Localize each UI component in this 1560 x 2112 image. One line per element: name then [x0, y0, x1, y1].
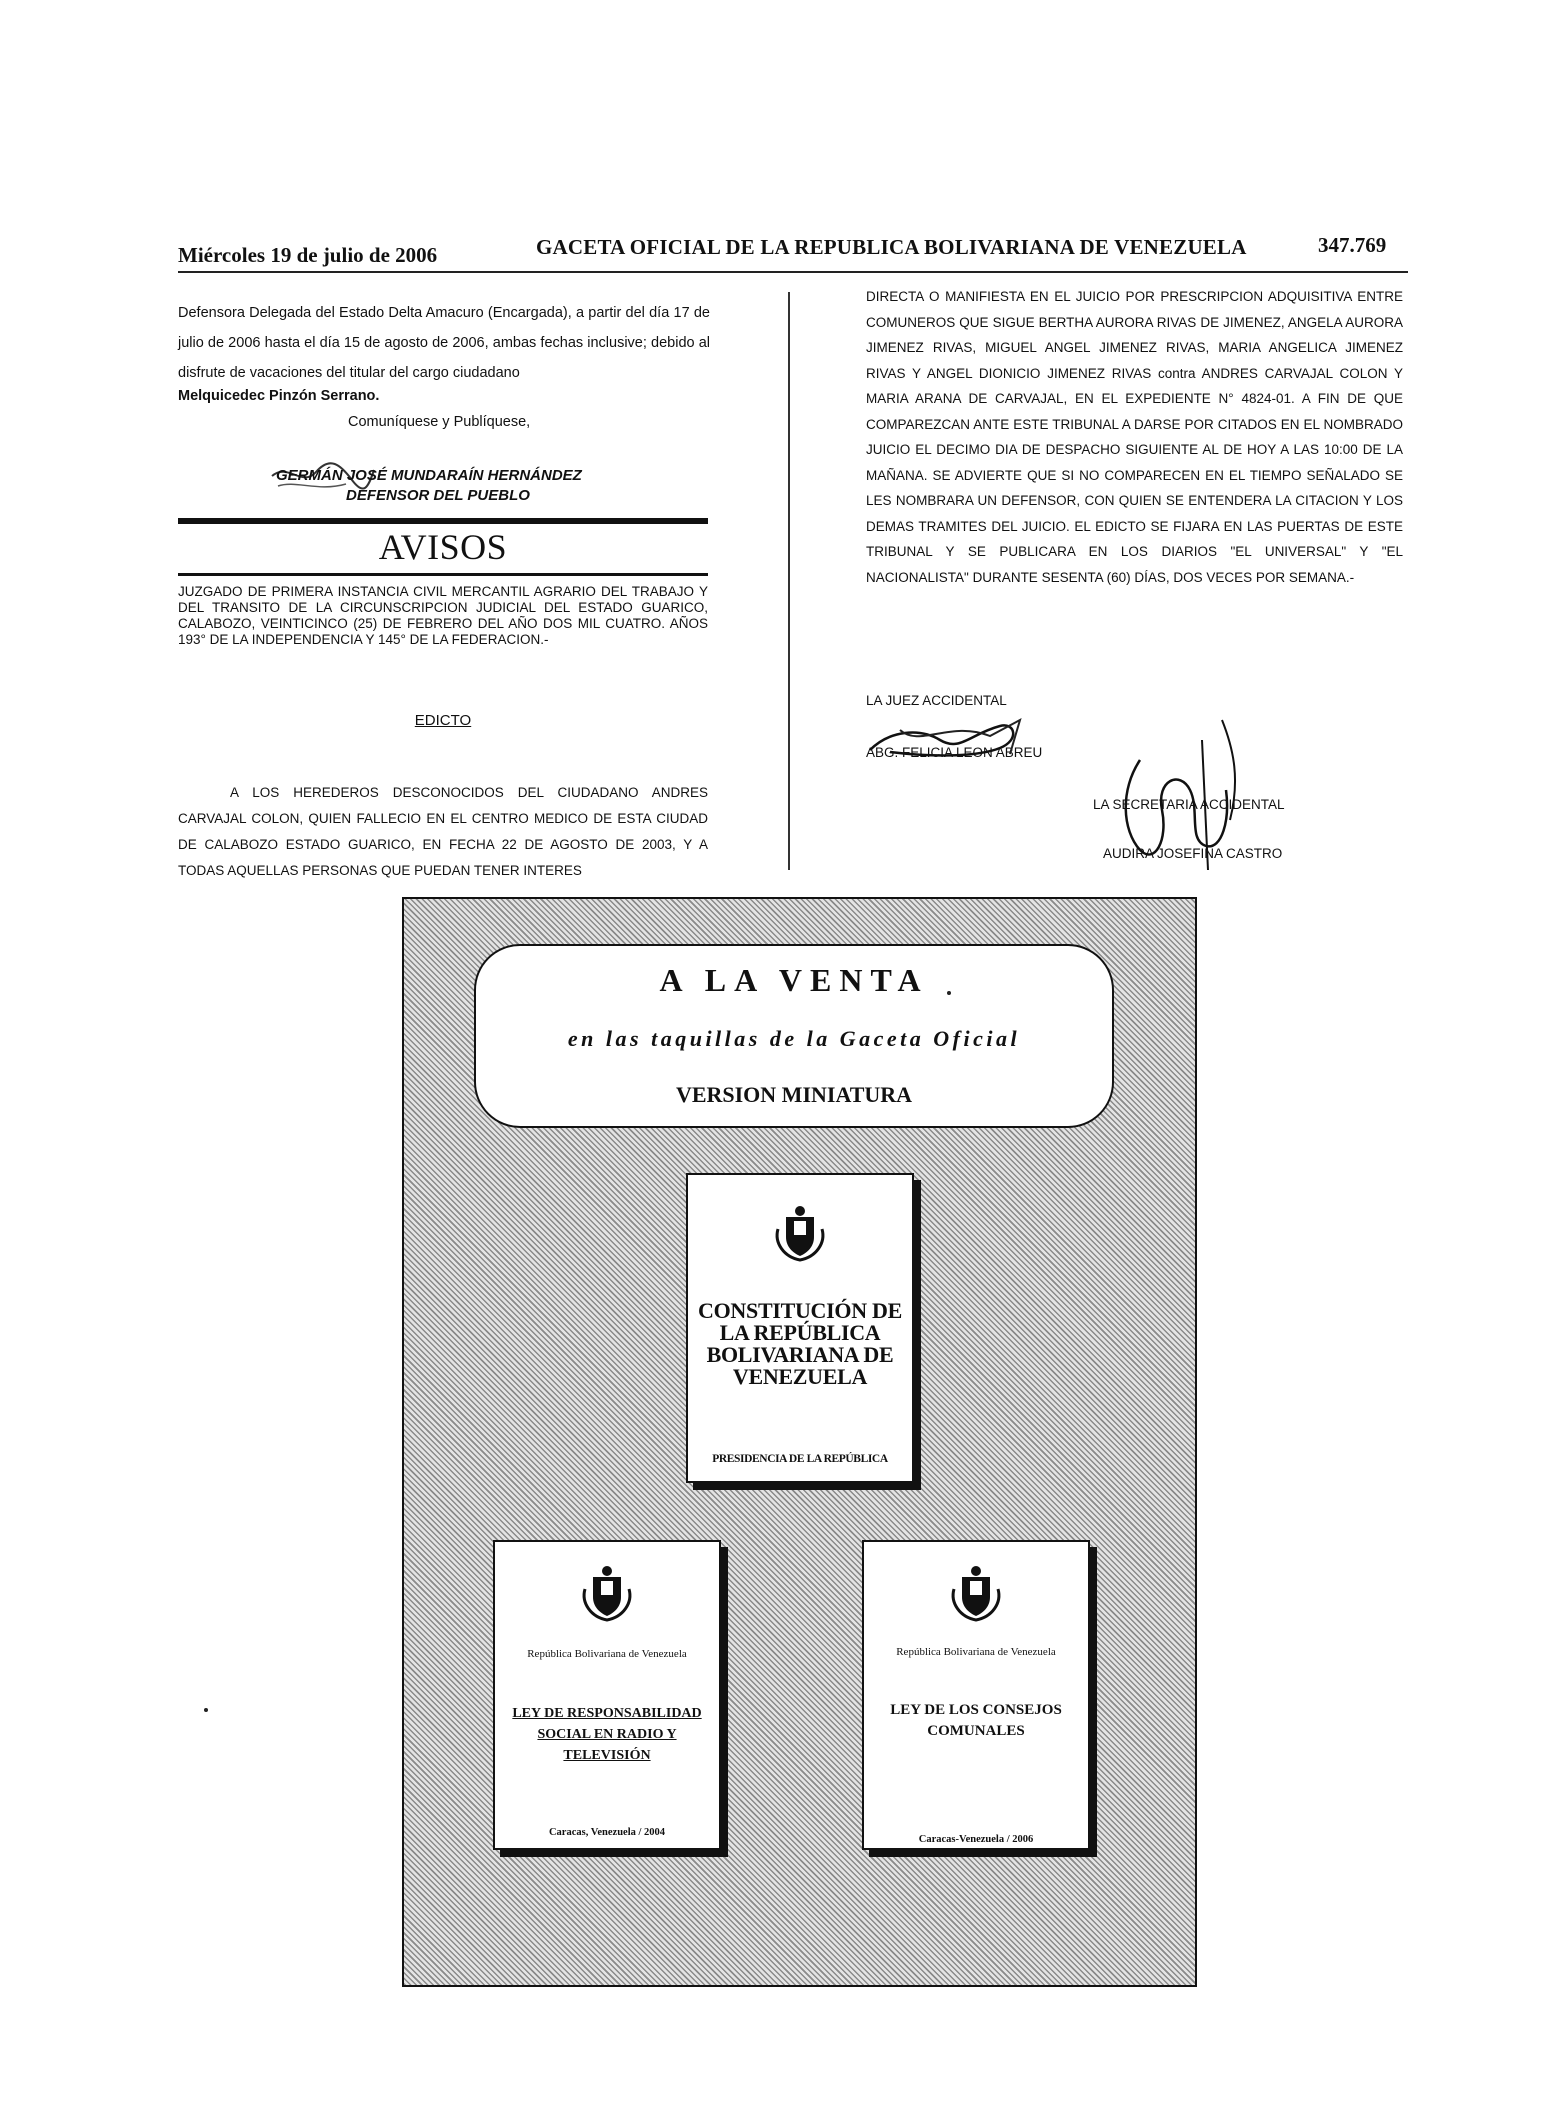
book-title: LEY DE LOS CONSEJOS COMUNALES — [890, 1702, 1062, 1739]
designation-name: Melquicedec Pinzón Serrano. — [178, 388, 380, 404]
handwritten-signatures-icon — [850, 700, 1330, 880]
book-place-year: Caracas, Venezuela / 2004 — [548, 1827, 666, 1838]
avisos-top-rule — [178, 518, 708, 524]
edicto-body-start: A LOS HEREDEROS DESCONOCIDOS DEL CIUDADANO ANDRES CARVAJAL COLON, QUIEN FALLECIO EN EL CENTRO MEDICO DE ESTA CIUDAD DE CALABOZO ESTADO GUARICO, EN FECHA 22 DE AGOSTO DE 2003, Y A TODAS AQUELLAS PERSONAS QUE PUEDAN TENER INTERES — [178, 785, 708, 878]
defensor-title: DEFENSOR DEL PUEBLO — [346, 487, 530, 504]
gazette-title: GACETA OFICIAL DE LA REPUBLICA BOLIVARIANA DE VENEZUELA — [536, 235, 1247, 259]
coat-of-arms-icon — [772, 1203, 828, 1263]
sale-subheadline: en las taquillas de la Gaceta Oficial — [567, 1026, 1021, 1051]
court-heading: JUZGADO DE PRIMERA INSTANCIA CIVIL MERCANTIL AGRARIO DEL TRABAJO Y DEL TRANSITO DE LA CIRCUNSCRIPCION JUDICIAL DEL ESTADO GUARICO, CALABOZO, VEINTICINCO (25) DE FEBRERO DEL AÑO DOS MIL CUATRO. AÑOS 193° DE LA INDEPENDENCIA Y 145° DE LA FEDERACION.- — [178, 584, 708, 647]
book-title: LEY DE RESPONSABILIDAD SOCIAL EN RADIO Y TELEVISIÓN — [512, 1706, 702, 1763]
page-number: 347.769 — [1318, 233, 1387, 257]
book-place-year: Caracas-Venezuela / 2006 — [918, 1834, 1034, 1845]
judge-title: LA JUEZ ACCIDENTAL — [866, 693, 1007, 708]
edicto-title: EDICTO — [414, 712, 472, 729]
book-publisher: PRESIDENCIA DE LA REPÚBLICA — [712, 1453, 888, 1465]
coat-of-arms-icon — [948, 1563, 1004, 1623]
scan-speck — [204, 1708, 208, 1712]
sale-headline: A LA VENTA — [659, 962, 929, 998]
book-title: CONSTITUCIÓN DE LA REPÚBLICA BOLIVARIANA DE VENEZUELA — [698, 1298, 902, 1389]
section-title: AVISOS — [378, 527, 508, 567]
book-republic-label: República Bolivariana de Venezuela — [896, 1646, 1056, 1658]
scan-speck — [947, 991, 951, 995]
comuniquese-line: Comuníquese y Publíquese, — [348, 414, 531, 430]
avisos-bottom-rule — [178, 573, 708, 576]
designation-paragraph: Defensora Delegada del Estado Delta Amacuro (Encargada), a partir del día 17 de julio de 2006 hasta el día 15 de agosto de 2006, ambas fechas inclusive; debido al disfrute de vacaciones del titular del cargo ciudadano — [178, 305, 710, 381]
secretary-title: LA SECRETARIA ACCIDENTAL — [1093, 797, 1285, 812]
book-republic-label: República Bolivariana de Venezuela — [527, 1648, 687, 1660]
coat-of-arms-icon — [579, 1563, 635, 1623]
header-divider — [178, 271, 1408, 273]
edicto-body-continued: DIRECTA O MANIFIESTA EN EL JUICIO POR PRESCRIPCION ADQUISITIVA ENTRE COMUNEROS QUE SIGUE BERTHA AURORA RIVAS DE JIMENEZ, ANGELA AURORA JIMENEZ RIVAS, MIGUEL ANGEL JIMENEZ RIVAS, MARIA ANGELICA JIMENEZ RIVAS Y ANGEL DIONICIO JIMENEZ RIVAS contra ANDRES CARVAJAL COLON Y MARIA ARANA DE CARVAJAL, EN EL EXPEDIENTE N° 4824-01. A FIN DE QUE COMPAREZCAN ANTE ESTE TRIBUNAL A DARSE POR CITADOS EN EL NOMBRADO JUICIO EL DECIMO DIA DE DESPACHO SIGUIENTE AL DE HOY A LAS 10:00 DE LA MAÑANA. SE ADVIERTE QUE SI NO COMPARECEN EN EL TIEMPO SEÑALADO SE LES NOMBRARA UN DEFENSOR, CON QUIEN SE ENTENDERA LA CITACION Y LOS DEMAS TRAMITES DEL JUICIO. EL EDICTO SE FIJARA EN LAS PUERTAS DE ESTE TRIBUNAL Y SE PUBLICARA EN LOS DIARIOS "EL UNIVERSAL" Y "EL NACIONALISTA" DURANTE SESENTA (60) DÍAS, DOS VECES POR SEMANA.- — [866, 289, 1403, 585]
defensor-name: GERMÁN JOSÉ MUNDARAÍN HERNÁNDEZ — [276, 467, 582, 484]
sale-edition: VERSION MINIATURA — [675, 1082, 913, 1107]
secretary-name: AUDIRA JOSEFINA CASTRO — [1103, 846, 1283, 861]
gazette-date: Miércoles 19 de julio de 2006 — [178, 243, 438, 267]
column-divider — [788, 292, 790, 870]
judge-name: ABG. FELICIA LEON ABREU — [866, 745, 1043, 760]
